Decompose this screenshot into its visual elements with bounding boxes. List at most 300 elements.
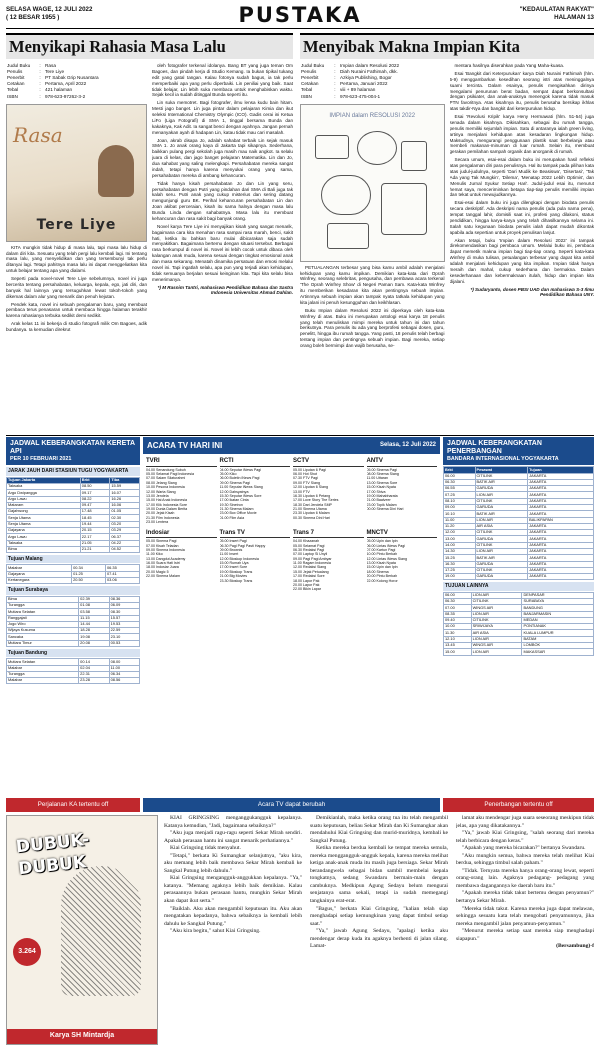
table-cell: Bima <box>7 546 81 552</box>
comic-author-tag: Karya SH Mintardja <box>7 1029 157 1044</box>
story-text <box>164 815 594 1045</box>
tv-channel-logo: ANTV <box>367 458 438 467</box>
table-header-cell: Brkt <box>80 477 110 483</box>
tv-program: 08.00 Jelang Siang <box>146 480 177 485</box>
tv-program: 22.00 Bikin Lapar <box>293 587 321 592</box>
meta-value: 978-623-97262-3-2 <box>45 93 86 99</box>
tv-program: 09.00 Pagi Pagi Ambyar <box>293 556 332 561</box>
train-table-malang <box>6 564 140 584</box>
paragraph: Joan, akrab disapa Jo, adalah sahabat terbaik Lin sejak masuk SMA 1. Jo anak orang kaya di Jakarta tapi sikapnya. Sederhana, baikkan pulang pergi sekolah juga masih mau naik angkot. Ia selalu juara di kelas, dan jago banget pelajaran Matematika. Lin dan Jo, dua sahabat yang saling melengkapi. Persahabatan mereka sangat indah, tetapi hanya karena menyukai orang yang sama, persahabatan mereka di ambang kehancuran. <box>152 137 293 178</box>
tv-program: 15.00 Upin dan Ipin <box>366 565 398 570</box>
tv-program: 17.00 Shiva <box>366 489 386 494</box>
tv-program: 19.00 Dunia Dalam Berita <box>146 507 188 512</box>
tv-program: 17.00 Insert Sore <box>219 565 248 570</box>
train-table-bandung <box>6 658 140 684</box>
table-cell: Jogo Wiro <box>7 621 79 627</box>
tv-program: 09.00 Sinema Pagi <box>219 480 250 485</box>
table-cell: 09.40 <box>444 617 472 623</box>
meta-colon: : <box>39 93 41 99</box>
table-cell: 03.20 <box>110 521 140 527</box>
article-impian <box>300 33 594 435</box>
paragraph: "Apakah mereka tidak takut bertemu dengan penyamun?" bertanya Sekar Mirah. <box>456 890 594 905</box>
table-cell: Malabar <box>7 565 72 571</box>
table-cell: 19.53 <box>109 621 139 627</box>
meta-colon: : <box>334 69 336 75</box>
table-cell: 09.00 <box>444 504 476 510</box>
table-cell: 22.31 <box>79 671 109 677</box>
tv-program: 21.00 Big Movies <box>219 574 248 579</box>
train-panel-title: JADWAL KEBERANGKATAN KERETA API <box>10 440 135 456</box>
paragraph: KITA mungkin tidak hidup di masa lalu, tapi masa lalu hidup di dalam diri kita. Sesuatu yang telah pergi lalu kembali lagi. Ini tentang masa lalu, yang menyelidikan dan yang tersembunyi tak perlu ditanyai lagi. Tetapi pahitnya masa lalu ini dapat menggeliatkan kita untuk belajar tentang apa yang dialami. <box>6 244 147 274</box>
table-cell: 20.15 <box>80 527 110 533</box>
tv-channel-logo: RCTI <box>220 458 291 467</box>
paragraph: "Baiklah. Aku akan mengambil keputusan itu. Aku akan mengatakan kepadanya, bahwa sebaiknya ia kembali lebih dahulu ke Sangkal Putung." <box>164 905 302 927</box>
table-cell: 06.00 <box>444 473 476 479</box>
article-rasa <box>6 33 293 435</box>
table-header-cell: Brkt <box>444 467 476 473</box>
table-cell: CITILINK <box>475 542 528 548</box>
cover-title: IMPIAN dalam RESOLUSI 2022 <box>329 112 416 119</box>
table-cell: Argo Dwipangga <box>7 490 81 496</box>
tv-program: 10.00 Pesona Indonesia <box>146 485 185 490</box>
table-cell: Mataram <box>7 502 81 508</box>
tv-program: 13.00 Dangdut Academy <box>146 556 186 561</box>
table-cell: JAKARTA <box>528 498 594 504</box>
table-cell: 11.30 <box>444 630 472 636</box>
cover-sketch <box>321 175 371 215</box>
table-cell: 02.30 <box>110 515 140 521</box>
tv-channel-logo: Trans 7 <box>293 530 364 539</box>
tv-program: 05.00 Selamat Pagi Indonesia <box>146 472 194 477</box>
table-cell: 23.10 <box>109 634 139 640</box>
tv-channel <box>367 528 438 592</box>
table-cell: 00.53 <box>109 640 139 646</box>
meta-value: 421 halaman <box>45 87 73 93</box>
flight-panel-header <box>443 437 594 465</box>
tv-program: 17.00 Klik Indonesia Sore <box>146 502 187 507</box>
tv-program: 05.00 Kiko <box>219 472 237 477</box>
table-cell: CITILINK <box>471 599 522 605</box>
masthead-paper: "KEDAULATAN RAKYAT" <box>519 6 594 13</box>
paragraph: "Ya," jawab Agung Sedayu, "apalagi ketika aku mendengar derap kuda itu agaknya berhenti di jalan silang. Lamat- <box>310 928 448 950</box>
table-cell: 08.50 <box>80 483 110 489</box>
tv-panel-date: Selasa, 12 Juli 2022 <box>379 442 436 449</box>
table-row <box>7 546 140 552</box>
tv-program: 09.00 FTV Siang <box>293 480 320 485</box>
story-column <box>164 815 302 1045</box>
table-cell: 17.48 <box>80 509 110 515</box>
section-title: PUSTAKA <box>238 3 362 27</box>
table-cell: BATAM <box>522 636 594 642</box>
article-byline: *) M Rasnim Tantri, mahasiswa Pendidikan Bahasa dan Sastra Indonesia Universitas Ahmad Dahlan. <box>157 284 293 296</box>
table-cell: CITILINK <box>475 567 528 573</box>
table-cell: 02.04 <box>79 665 109 671</box>
meta-value: Rasa <box>45 63 56 68</box>
table-cell: WINGS AIR <box>471 605 522 611</box>
tv-program: 21.30 Sinema Malam <box>219 507 254 512</box>
table-cell: 14.00 <box>444 542 476 548</box>
train-table-jakarta <box>6 477 140 553</box>
table-cell: AIR ASIA <box>471 630 522 636</box>
cover-sketch <box>401 141 427 171</box>
train-malang-title: Tujuan Malang <box>6 555 140 563</box>
tv-program: 23.30 Bioskop Trans <box>219 578 253 583</box>
table-cell: 04.22 <box>110 540 140 546</box>
meta-colon: : <box>39 63 41 68</box>
tv-program: 04.00 Khazanah <box>293 539 320 544</box>
meta-colon: : <box>39 81 41 87</box>
table-cell: 14.44 <box>79 621 109 627</box>
meta-value: Pertama, Januari 2022 <box>340 81 388 87</box>
table-header-cell: Tujuan <box>528 467 594 473</box>
meta-key: Judul Buku <box>301 63 325 68</box>
table-cell: 07.25 <box>444 492 476 498</box>
table-cell: 11.00 <box>109 665 139 671</box>
paragraph: mentara hasilnya diserahkan pada Yang Maha-kuasa. <box>454 63 565 68</box>
comic-illustration <box>6 815 158 1045</box>
tv-program: 05.00 Selamat Pagi <box>293 543 325 548</box>
train-panel-header <box>6 437 140 465</box>
train-bandung-title: Tujuan Bandung <box>6 649 140 657</box>
table-cell: GARUDA <box>475 574 528 580</box>
table-cell: LION AIR <box>471 592 522 598</box>
meta-key: Penerbit <box>7 75 25 81</box>
table-cell: 07.41 <box>106 571 140 577</box>
serial-story <box>6 815 594 1045</box>
meta-colon: : <box>334 87 336 93</box>
meta-value: Tere Liye <box>45 69 65 75</box>
tv-channel <box>293 528 364 592</box>
table-cell: Gajayana <box>7 527 81 533</box>
paragraph: Ketika mereka berdua kembali ke tempat mereka semula, mereka menggangguk-angguk kepala, karena mereka melihat ketiga anak-anak muda itu masih juga bersiaga. Sekar Mirah berandangwela sebagai bidan sambil membelai kepala tongkatnya, sedang Swandaru bermain-main dengan cambuknya. Medkipun Agung Sedayu belum mengurai senjatanya sama sekali, tetapi ia sudah memegangi tangkainya erat-erat. <box>310 845 448 905</box>
table-cell: JAKARTA <box>528 548 594 554</box>
tv-program: 15.30 Seputar iNews Sore <box>219 493 262 498</box>
tv-program: 11.00 Kiko <box>146 552 163 557</box>
table-cell: 06.09 <box>109 602 139 608</box>
tv-program: 07.00 Salam Silaturahmi <box>146 476 186 481</box>
table-cell: JAKARTA <box>528 479 594 485</box>
table-cell: 19.08 <box>79 634 109 640</box>
tv-program: 20.00 Jejak Kisah <box>146 511 175 516</box>
table-cell: 08.36 <box>109 596 139 602</box>
masthead-page: HALAMAN 13 <box>554 13 594 21</box>
tv-program: 10.00 Pintu Berkah <box>366 552 398 557</box>
table-cell: Wijaya Kusuma <box>7 628 79 634</box>
table-cell: Turangga <box>7 671 79 677</box>
paragraph: Novel karya Tere Liye ini menyajikan kisah yang sangat menarik, bagaimana cara kita menahan rasa sampai rasa marah, benci, sakit hati, ketika itu bahkan baru mulai dibicarakan saja sudah menyakitkan. Bagaimana bertemu dengan situasi tersebut. Berbagai rasa berkumpul di novel ini. Novel ini lebih cocok untuk dibaca oleh kalangan anak muda, karena sesuai dengan tingkat emosional anak dan masa sekarang. Menatah dinamika persatuan dan emosi melalui novel ini. Tapi ingatlah selalu, apa pun yang terjadi akan kehidupan, tidak semuanya berjalan sesuai keinginan kita. Tapi kita selalu bisa menerimanya. <box>152 223 293 282</box>
table-cell: 19.44 <box>80 521 110 527</box>
tv-program: 00.00 Sinema Dini Hari <box>366 507 404 512</box>
meta-colon: : <box>334 81 336 87</box>
table-cell: 01.08 <box>79 602 109 608</box>
table-cell: WINGS AIR <box>471 643 522 649</box>
table-row <box>7 678 140 684</box>
tv-program: 18.00 Sinema <box>366 569 389 574</box>
table-cell: JAKARTA <box>528 473 594 479</box>
table-cell: 07.00 <box>444 605 472 611</box>
tv-channel-grid <box>143 454 440 594</box>
meta-key: Tebal <box>301 87 313 93</box>
to-be-continued: (Bersambung)-f <box>556 943 594 950</box>
tv-program: 11.00 Ragam Indonesia <box>293 561 331 566</box>
paragraph: Kiai Gringsing tidak menyahut. <box>170 845 241 852</box>
train-table-surabaya <box>6 596 140 647</box>
paragraph: Lin suka memotret. Bagi fotografer, ilmu lensa kudu bain hitam. Mesti jago banget. Lin juga pintar dalam pelajaran Kimia dan ikut seleksi International Chemistry Olympic (ICO). Gadis cerai ini Ketua LiFo (Liga Fotografi) di SMA 1, tinggal bersama Bunda dan kakaknya, Kak Adit. Ia sangat benci dengan ayahnya. Jangan pernah menanyakan ayah di hadapan Lin, katau tidak mau cari masalah. <box>152 100 293 135</box>
tv-program: 18.00 Indosiar Juara <box>146 565 179 570</box>
paragraph: Seperti pada novel-novel Tere Liye sebelumnya, novel ini juga bercerita tentang persahabatan, keluarga, kepala, ego, jati diri, dan banyak hal lainnya yang tersuguhkan lewat tokoh-tokoh yang dikemas dalam alur yang menarik dan penuh kejutan. <box>6 276 147 299</box>
tv-program: 23.00 Topik Malam <box>366 502 397 507</box>
cover-sketch <box>315 135 349 159</box>
meta-key: ISBN <box>301 93 312 99</box>
table-cell: 06.37 <box>110 534 140 540</box>
tv-program: 07.00 Kisah Teladan <box>146 543 179 548</box>
table-cell: 17.25 <box>444 567 476 573</box>
tv-program: 20.00 Magic 5 <box>146 569 169 574</box>
table-cell: JAKARTA <box>528 574 594 580</box>
masthead-date: SELASA WAGE, 12 JULI 2022 <box>6 6 93 13</box>
meta-key: Penulis <box>7 69 23 75</box>
book-cover-image <box>300 104 445 262</box>
table-cell: GARUDA <box>475 561 528 567</box>
table-cell: AIR ASIA <box>475 523 528 529</box>
table-cell: Bima <box>7 596 79 602</box>
paragraph: "Apakah yang mereka bicarakan?" bertanya Swandaru. <box>462 845 586 852</box>
meta-value: Azkiya Publishing, Bogor <box>340 75 392 81</box>
table-cell: 15.57 <box>109 615 139 621</box>
meta-row <box>6 94 147 100</box>
meta-key: Tebal <box>7 87 19 93</box>
tv-program: 05.00 Sinema Pagi <box>366 467 397 472</box>
tv-program: 23.00 Box Office Movie <box>219 511 257 516</box>
tv-program: 18.00 Lapor Pak <box>293 578 320 583</box>
tv-program: 04.00 Seputar iNews Pagi <box>219 467 262 472</box>
table-cell: 08.10 <box>444 498 476 504</box>
table-cell: Taksaka <box>7 483 81 489</box>
table-cell: 06.34 <box>109 671 139 677</box>
train-surabaya-title: Tujuan Surabaya <box>6 586 140 594</box>
section-rule <box>6 435 594 436</box>
train-schedule-panel <box>6 437 140 812</box>
paragraph: KIAI GRINGSING menganggukangguk kepalanya. Katanya kemudian, "Jadi, bagaimana sebaiknya?" <box>164 815 302 829</box>
paragraph: Arak kelas 11 ini bekerja di studio fotografi milik Om Bagoes, adik bundanya. Ia kemudian direkrut <box>6 321 147 333</box>
table-cell: GARUDA <box>475 486 528 492</box>
article-column <box>450 63 595 435</box>
tv-program: 15.00 Kisah Nyata <box>366 485 396 490</box>
tv-program: 17.00 Love Story The Series <box>293 498 339 503</box>
table-header-cell: Tujuan Jakarta <box>7 477 81 483</box>
tv-program: 16.00 Suara Hati Istri <box>146 561 180 566</box>
meta-value: viii + 89 halaman <box>340 87 376 93</box>
table-cell: SRIWIJAYA <box>471 624 522 630</box>
meta-key: Penerbit <box>301 75 319 81</box>
tv-channel <box>220 528 291 592</box>
tv-program: 07.30 FTV Pagi <box>293 476 318 481</box>
table-cell: Kertanegara <box>7 578 72 584</box>
table-cell: 06.55 <box>444 486 476 492</box>
flight-other-title: TUJUAN LAINNYA <box>443 582 594 590</box>
table-cell: 01.05 <box>110 509 140 515</box>
table-cell: JAKARTA <box>528 492 594 498</box>
meta-colon: : <box>39 69 41 75</box>
tv-program: 22.00 Kolong Horor <box>366 578 398 583</box>
flight-schedule-panel <box>443 437 594 812</box>
train-head-left: JARAK JAUH DARI STASIUN TUGU YOGYAKARTA <box>6 467 140 475</box>
table-cell: BATIK AIR <box>475 479 528 485</box>
table-cell: 03.58 <box>79 609 109 615</box>
tv-program: 23.00 Lentera <box>146 520 169 525</box>
table-cell: LION AIR <box>471 611 522 617</box>
story-column <box>456 815 594 1045</box>
table-cell: Mutiara Selatan <box>7 609 79 615</box>
table-cell: 03.29 <box>110 527 140 533</box>
tv-program: 12.00 Dahsyatnya <box>219 489 249 494</box>
table-cell: 02.39 <box>79 596 109 602</box>
tv-program: 15.00 Rumah Uya <box>219 561 249 566</box>
table-cell: 00.34 <box>72 565 106 571</box>
masthead <box>6 3 594 27</box>
tv-channel <box>293 456 364 525</box>
tv-channel-logo: Indosiar <box>146 530 217 539</box>
paragraph: Buku Impian dalam Resolusi 2022 ini diperkaya oleh kata-kata Winfrey di atas. Buku ini merupakan antologi esai karya 18 penulis yang telah menuliskan mimpi mereka untuk tahun ini dan tahun berikutnya. Para penulis itu ada yang berprofesi sebagai dosen, guru, penelitt, hingga ibu rumah tangga. Yang pasti, 18 penulis telah berbagi tentang impian dan pentingnya sebuah impian. Bagi mereka, setiap orang boleh bermimpi dan wajib berusaha, se- <box>300 307 445 349</box>
table-cell: JAKARTA <box>528 523 594 529</box>
table-header-cell: Tiba <box>110 477 140 483</box>
table-cell: CITILINK <box>475 530 528 536</box>
table-cell: 15.59 <box>110 483 140 489</box>
tv-program: 16.30 Liputan 6 Petang <box>293 493 331 498</box>
article-column <box>6 63 147 435</box>
cover-author: Tere Liye <box>36 216 117 233</box>
comic-number-badge: 3.264 <box>13 938 41 966</box>
paragraph: "Mereka tidak takut. Karena mereka juga dapat melawan, sehingga sesuatu kata telah mengobati penyamunnya, jika mereka mengambil jalan penyamun-penyamun." <box>456 905 594 927</box>
meta-colon: : <box>334 93 336 99</box>
tv-program: 13.00 Sinema Sore <box>366 480 398 485</box>
table-cell: 19.00 <box>444 574 476 580</box>
table-cell: JAKARTA <box>528 555 594 561</box>
table-cell: 14.30 <box>444 548 476 554</box>
tv-program: 21.00 Baalveer <box>366 498 391 503</box>
tv-channel <box>367 456 438 525</box>
table-cell: BANDUNG <box>522 605 594 611</box>
paragraph: Esai 'Bangkit dari Keterpurukan' karya Diah Nuraini Fathimah (hlm. 5-9) menggambarkan kesedihan seorang istri atas meninggalnya suami tercinta. Dalam esainya, penulis mengisahkan dirinya mengalami penurunan berat badan, sempat dapat berkonsultasi dengan psikiater, dan anak-anaknya menengok karena tidak masuk PTN favoritnya. Atas kisahnya itu, penulis berusaha bersikap ikhlas atas takdir-Nya dan bangkit dari keterpurukan hidup. <box>449 70 594 112</box>
tv-program: 06.00 Lintas iNews Pagi <box>366 543 406 548</box>
table-cell: DENPASAR <box>522 592 594 598</box>
tv-program: 15.00 Hai Anak Indonesia <box>146 498 187 503</box>
paragraph: Pendek kata, novel ini sebuah pengalaman baru, yang membuat pembaca terus penasaran untuk membaca hingga halaman terakhir karena rahasianya terbuka sedikit demi sedikit. <box>6 301 147 319</box>
flight-table-other <box>443 592 594 656</box>
story-column <box>310 815 448 1045</box>
paragraph: lamat aku mendengar juga suara seseorang meskipun tidak jelas, apa yang dikatakannya." <box>456 815 594 829</box>
tv-program: 11.00 Uttaran <box>366 476 389 481</box>
tv-program: 12.00 Bioskop Indonesia <box>219 556 259 561</box>
tv-program: 12.00 Warta Siang <box>146 489 176 494</box>
table-cell: LION AIR <box>471 636 522 642</box>
table-cell: 08.30 <box>109 609 139 615</box>
table-cell: 16.06 <box>110 502 140 508</box>
tv-program: 17.00 Redaksi Sore <box>293 574 325 579</box>
paragraph: "Menurut mereka setiap saat mereka siap menghadapi siapapun." <box>456 928 594 942</box>
tv-panel-header <box>143 437 440 454</box>
meta-colon: : <box>334 63 336 68</box>
tv-channel-logo: TVRI <box>146 458 217 467</box>
tv-program: 12.00 Lintas iNews Siang <box>366 556 408 561</box>
tv-program: 07.00 Laptop Si Unyil <box>293 552 328 557</box>
meta-value: PT Sabak Grip Nusantara <box>45 75 99 81</box>
table-cell: 12.10 <box>444 636 472 642</box>
paragraph: Demikianlah, maka ketika orang tua itu telah mengambil suatu keputusan, beliau Sekar Mirah dan Ki Sumangkar akan mendahului Kiai Gringsing dan murid-muridnya, kembali ke Sangkal Putung. <box>310 815 448 844</box>
tv-program: 05.00 Liputan 6 Pagi <box>293 467 326 472</box>
meta-key: Cetakan <box>301 81 319 87</box>
table-cell: 11.00 <box>444 517 476 523</box>
table-cell: 10.00 <box>444 624 472 630</box>
tv-program: 12.00 Redaksi Siang <box>293 565 327 570</box>
book-cover-image <box>6 104 147 242</box>
paragraph: "Tetapi," berkata Ki Sumangkar selanjutnya, "aku kira, aku memang lebih baik membawa Sekar Mirah kembali ke Sangkal Putung lebih dahulu." <box>164 852 302 874</box>
table-cell: LION AIR <box>475 548 528 554</box>
paragraph: Tidak hanya kisah persahabatan Jo dan Lin yang seru, persahabatan dengan Putri yang pindahan dari SMA di Bali juga tak kalah seru. Putri anak yang cukup misterius dan sering datang mengunjungi guru BK. Perihal kehancuran persahabatan Lin dan Joan akibat perceraian, kisah itu sama halnya dengan masa lalu Bunda Linda dengan sahabatnya. Masa lalu itu membuat kehancuran dan rasa sakit bagi banyak orang. <box>152 180 293 221</box>
table-cell: Senja Utama <box>7 521 81 527</box>
tv-channel-logo: Trans TV <box>220 530 291 539</box>
table-cell: 16.07 <box>110 490 140 496</box>
table-cell: 03.06 <box>106 578 140 584</box>
table-cell: BANJARMASIN <box>522 611 594 617</box>
meta-value: Diah Nuraini Fathimah, dkk. <box>340 69 398 75</box>
table-cell: Turangga <box>7 602 79 608</box>
tv-program: 13.00 Jendela <box>146 493 169 498</box>
flight-panel-subtitle: BANDARA INTERNASIONAL YOGYAKARTA <box>447 456 559 463</box>
tv-program: 11.00 Seputar iNews Siang <box>219 485 263 490</box>
paragraph: "Aku kira begitu," sahut Kiai Gringsing. <box>170 928 261 935</box>
article-title: Menyibak Makna Impian Kita <box>300 33 594 59</box>
tv-program: 06.30 Redaksi Pagi <box>293 547 325 552</box>
table-cell: LION AIR <box>475 517 528 523</box>
table-cell: Senja Utama <box>7 515 81 521</box>
table-cell: Taksaka <box>7 540 81 546</box>
table-cell: 22.17 <box>80 534 110 540</box>
table-cell: 11.20 <box>444 523 476 529</box>
table-cell: LOMBOK <box>522 643 594 649</box>
article-byline: *) Sudaryanto, dosen PBSI UAD dan mahasiswa S-3 Ilmu Pendidikan Bahasa UNY. <box>470 286 594 298</box>
paragraph: Esai-esai dalam buku ini juga dilengkapi dengan biodata penulis secara deskriptif. Ada deskripsi nama penulis (ada pula nama pena), tempat tanggal lahir, domisili saat ini, profesi yang dilakoni, status pendidikan, hingga karya-karya yang telah dihasilkannya selama ini. Salah satu kegunaan biodata penulis ialah dapat mudah dikontak apabila ada sepertian untuk proyek penulisan lanjut. <box>449 200 594 235</box>
table-header-cell: Pesawat <box>475 467 528 473</box>
flight-footer: Penerbangan tertentu off <box>443 798 594 812</box>
tv-program: 06.00 Buletin iNews Pagi <box>219 476 260 481</box>
paragraph: PETUALANGAN terbesar yang bisa kamu ambil adalah menjalani kehidupan yang kamu impikan. Demikian kata-kata dari Oprah Winfrey, seorang selebritas, pengusaha, dan pembawa acara terkenal 'The Oprah Winfrey Show' di Negeri Paman Sam. Kata-kata Winfrey itu memberikan kesadaran kita akan pentingnya sebuah impian. Artinnnya sebuah impian akan tampak nyata tatkala kehidupan yang kita jalani ini penuh kesungguhan dan keikhlasan. <box>300 264 445 305</box>
paragraph: "Ya," jawab Kiai Gringsing, "salah seorang dari mereka telah berbicara dengan keras." <box>456 830 594 844</box>
table-cell: 13.45 <box>444 643 472 649</box>
paragraph: "Tidak. Ternyata mereka hanya orang-orang lewat, seperti orang-orang lain. Agaknya pedagang- pedagang yang membawa dagangannya ke daerah baru itu." <box>456 867 594 889</box>
table-cell: Mutiara Selatan <box>7 659 79 665</box>
table-cell: GARUDA <box>475 536 528 542</box>
tv-program: 13.00 FTV <box>293 489 310 494</box>
table-cell: 15.00 <box>444 649 472 655</box>
cover-sketch <box>327 223 369 249</box>
table-cell: MAKASSAR <box>522 649 594 655</box>
table-cell: 06.30 <box>444 479 476 485</box>
comic-title: DUBUK-DUBUK <box>15 829 91 879</box>
tv-channel <box>220 456 291 525</box>
table-cell: 06.30 <box>444 599 472 605</box>
book-meta-table <box>300 63 445 100</box>
table-cell: 10.10 <box>444 511 476 517</box>
tv-program: 20.00 Lapor Pak <box>293 582 320 587</box>
tv-footer: Acara TV dapat berubah <box>143 798 440 812</box>
table-cell: Malabar <box>7 665 79 671</box>
tv-program: 04.00 Senandung Subuh <box>146 467 186 472</box>
table-cell: 08.56 <box>109 678 139 684</box>
article-column <box>152 63 293 435</box>
tv-program: 21.30 Film Indonesia <box>146 515 180 520</box>
table-cell: JAKARTA <box>528 536 594 542</box>
